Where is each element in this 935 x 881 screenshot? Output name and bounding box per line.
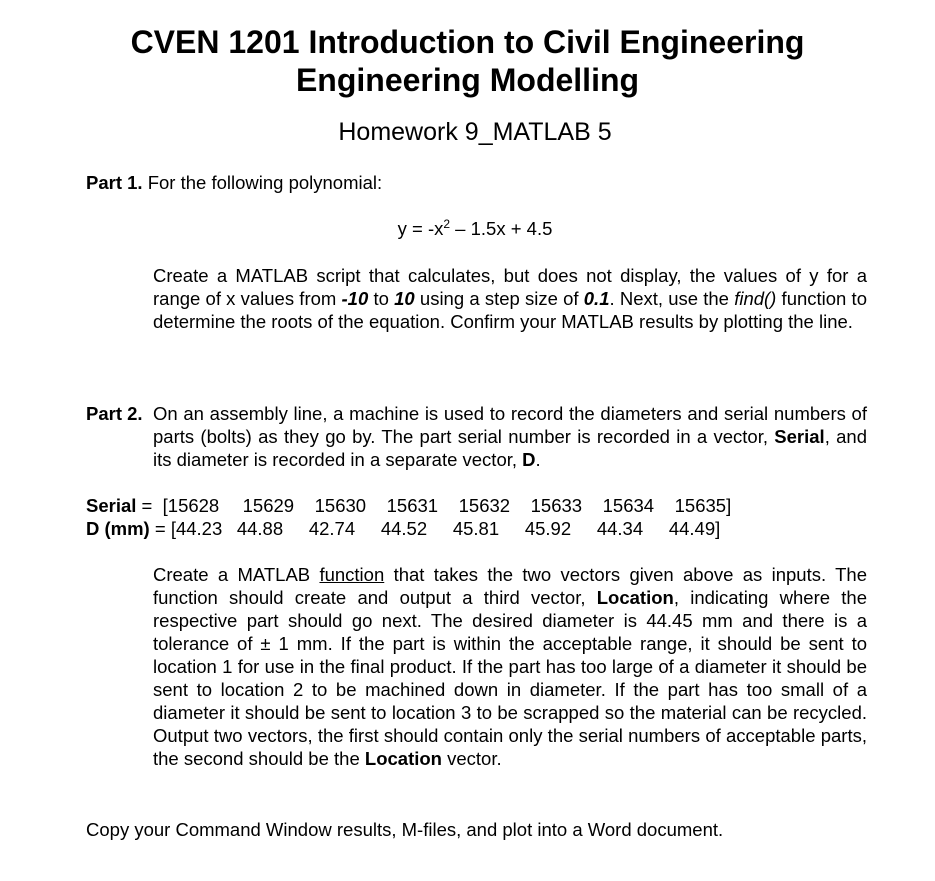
d-equals: = bbox=[149, 518, 171, 539]
part2-intro-a: On an assembly line, a machine is used to record the diameters and serial numbers of parts (bolts) as they go by. The part serial number is recorded in a vector, bbox=[153, 403, 867, 447]
serial-value: 15633 bbox=[530, 495, 583, 516]
part2-task-a: Create a MATLAB bbox=[153, 564, 320, 585]
part1-text-c: using a step size of bbox=[414, 288, 584, 309]
homework-title: Homework 9_MATLAB 5 bbox=[338, 118, 612, 146]
part2-intro-c: . bbox=[535, 449, 541, 470]
d-value: 44.49] bbox=[668, 518, 721, 539]
serial-label: Serial bbox=[86, 495, 137, 516]
part2-heading bbox=[86, 402, 143, 425]
part2-task-b: that takes the two vectors given above as inputs. The function should create and output a third vector, bbox=[153, 564, 867, 608]
d-value: 44.88 bbox=[236, 518, 284, 539]
polynomial-equation bbox=[0, 217, 935, 240]
equation-tail: – 1.5x + 4.5 bbox=[450, 218, 553, 239]
part2-label: Part 2. bbox=[86, 403, 143, 424]
serial-value: 15632 bbox=[458, 495, 511, 516]
d-value: 45.92 bbox=[524, 518, 572, 539]
d-value: 44.34 bbox=[596, 518, 644, 539]
step-size: 0.1 bbox=[583, 288, 610, 309]
equation-lead: y = -x bbox=[397, 218, 444, 239]
course-title: CVEN 1201 Introduction to Civil Engineering bbox=[130, 24, 805, 60]
part1-label: Part 1. bbox=[86, 172, 143, 193]
serial-value: 15631 bbox=[386, 495, 439, 516]
submission-instructions: Copy your Command Window results, M-files, and plot into a Word document. bbox=[86, 819, 724, 840]
part2-intro-b: , and its diameter is recorded in a separate vector, bbox=[153, 426, 867, 470]
serial-value: [15628 bbox=[162, 495, 220, 516]
part2-intro bbox=[153, 402, 867, 471]
serial-value: 15630 bbox=[314, 495, 367, 516]
part2-task-d: vector. bbox=[441, 748, 502, 769]
part1-text-a: Create a MATLAB script that calculates, but does not display, the values of y for a range of x values from bbox=[153, 265, 867, 309]
d-value: [44.23 bbox=[170, 518, 223, 539]
d-values bbox=[171, 518, 735, 539]
range-from: -10 bbox=[341, 288, 369, 309]
part1-text-e: function to determine the roots of the equation. Confirm your MATLAB results by plotting the line. bbox=[153, 288, 867, 332]
location-vector-name-2: Location bbox=[364, 748, 442, 769]
serial-value: 15634 bbox=[602, 495, 655, 516]
find-function: find() bbox=[734, 288, 777, 309]
serial-vector bbox=[86, 494, 755, 517]
function-underlined: function bbox=[319, 564, 385, 585]
serial-equals: = bbox=[136, 495, 163, 516]
d-vector bbox=[86, 517, 735, 540]
part1-instructions bbox=[153, 264, 867, 333]
course-subtitle: Engineering Modelling bbox=[295, 62, 640, 98]
d-vector-name: D bbox=[522, 449, 536, 470]
d-value: 44.52 bbox=[380, 518, 428, 539]
serial-values bbox=[163, 495, 755, 516]
d-value: 45.81 bbox=[452, 518, 500, 539]
serial-value: 15629 bbox=[242, 495, 295, 516]
part1-heading bbox=[86, 171, 382, 194]
serial-value: 15635] bbox=[674, 495, 732, 516]
part1-text-d: . Next, use the bbox=[609, 288, 735, 309]
d-label: D (mm) bbox=[86, 518, 150, 539]
range-to: 10 bbox=[394, 288, 415, 309]
equation-exponent: 2 bbox=[443, 217, 451, 231]
part2-task-c: , indicating where the respective part should go next. The desired diameter is 44.45 mm and there is a tolerance of ± 1 mm. If the part is within the acceptable range, it should be sent to location 1 for use in the final product. If the part has too large of a diameter it should be sent to location 2 to be machined down in diameter. If the part has too small of a diameter it should be sent to location 3 to be scrapped so the material can be recycled. Output two vectors, the first should contain only the serial numbers of acceptable parts, the second should be the bbox=[153, 587, 867, 769]
location-vector-name: Location bbox=[596, 587, 674, 608]
serial-vector-name: Serial bbox=[774, 426, 825, 447]
d-value: 42.74 bbox=[308, 518, 356, 539]
part1-intro: For the following polynomial: bbox=[147, 172, 383, 193]
part2-task bbox=[153, 563, 867, 770]
part1-text-b: to bbox=[368, 288, 395, 309]
